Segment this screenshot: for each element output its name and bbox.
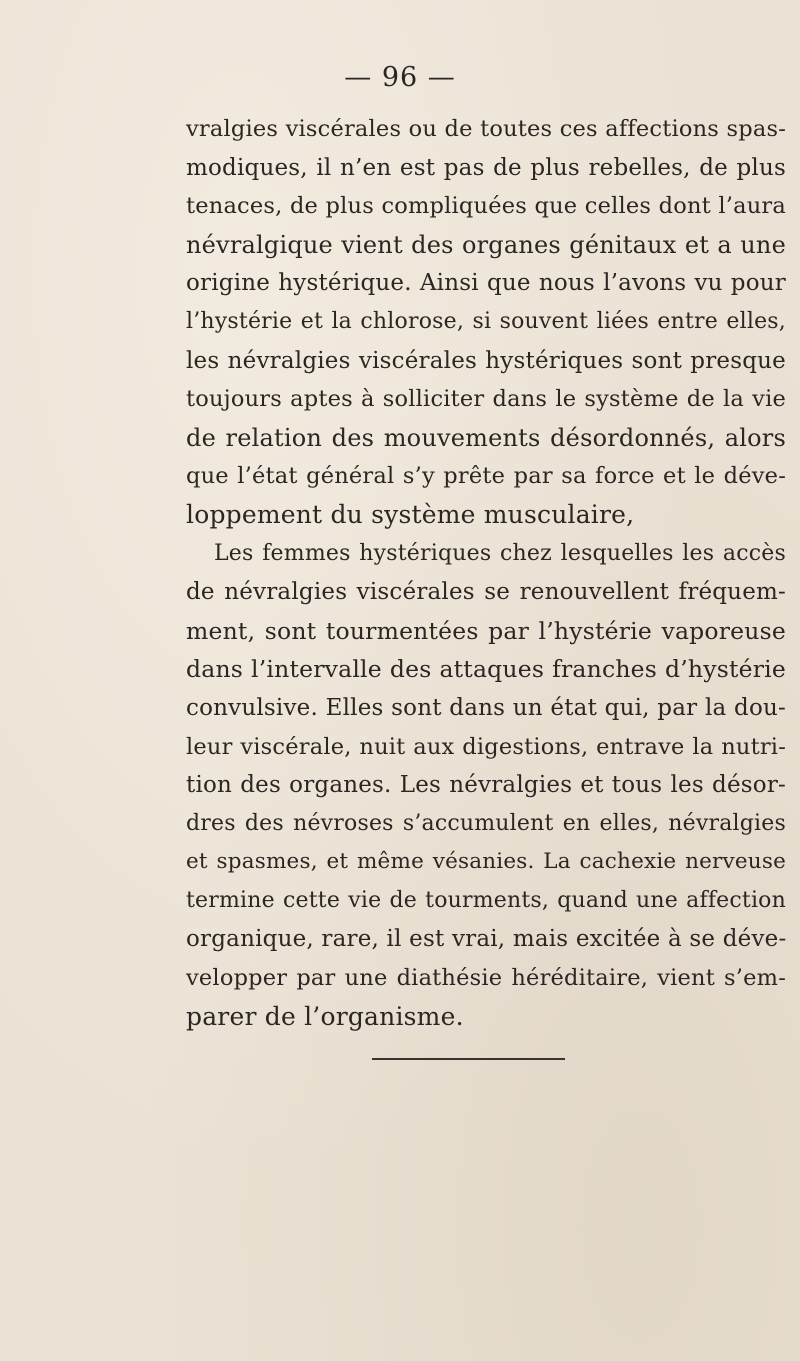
text-line: et spasmes, et même vésanies. La cachexie nerveuse — [186, 849, 786, 875]
text-line: névralgique vient des organes génitaux et a une — [186, 230, 786, 259]
text-line: tenaces, de plus compliquées que celles dont l’aura — [186, 193, 786, 220]
text-line: Les femmes hystériques chez lesquelles les accès — [214, 540, 786, 566]
text-line: loppement du système musculaire, — [186, 499, 635, 529]
body-text — [186, 110, 786, 1036]
text-line: que l’état général s’y prête par sa force et le déve- — [186, 463, 786, 490]
text-line: velopper par une diathésie héréditaire, vient s’em- — [186, 965, 786, 992]
text-line: vralgies viscérales ou de toutes ces affections spas- — [186, 116, 786, 142]
text-line: parer de l’organisme. — [186, 1001, 464, 1031]
text-line: origine hystérique. Ainsi que nous l’avons vu pour — [186, 270, 786, 297]
page-number: — 96 — — [344, 62, 456, 93]
text-line: ment, sont tourmentées par l’hystérie vaporeuse — [186, 616, 786, 645]
text-line: termine cette vie de tourments, quand une affection — [186, 887, 786, 913]
section-divider — [372, 1058, 565, 1060]
text-line: les névralgies viscérales hystériques sont presque — [186, 347, 786, 374]
text-line: toujours aptes à solliciter dans le système de la vie — [186, 386, 786, 413]
text-line: l’hystérie et la chlorose, si souvent liées entre elles, — [186, 308, 786, 334]
text-line: de relation des mouvements désordonnés, alors — [186, 423, 786, 452]
text-line: dres des névroses s’accumulent en elles, névralgies — [186, 810, 786, 836]
text-line: de névralgies viscérales se renouvellent fréquem- — [186, 579, 786, 606]
text-line: leur viscérale, nuit aux digestions, entrave la nutri- — [186, 733, 786, 760]
text-line: tion des organes. Les névralgies et tous les désor- — [186, 772, 786, 799]
text-line: convulsive. Elles sont dans un état qui, par la dou- — [186, 694, 786, 721]
text-line: dans l’intervalle des attaques franches d’hystérie — [186, 655, 786, 684]
text-line: modiques, il n’en est pas de plus rebelles, de plus — [186, 154, 786, 181]
text-line: organique, rare, il est vrai, mais excitée à se déve- — [186, 926, 787, 953]
